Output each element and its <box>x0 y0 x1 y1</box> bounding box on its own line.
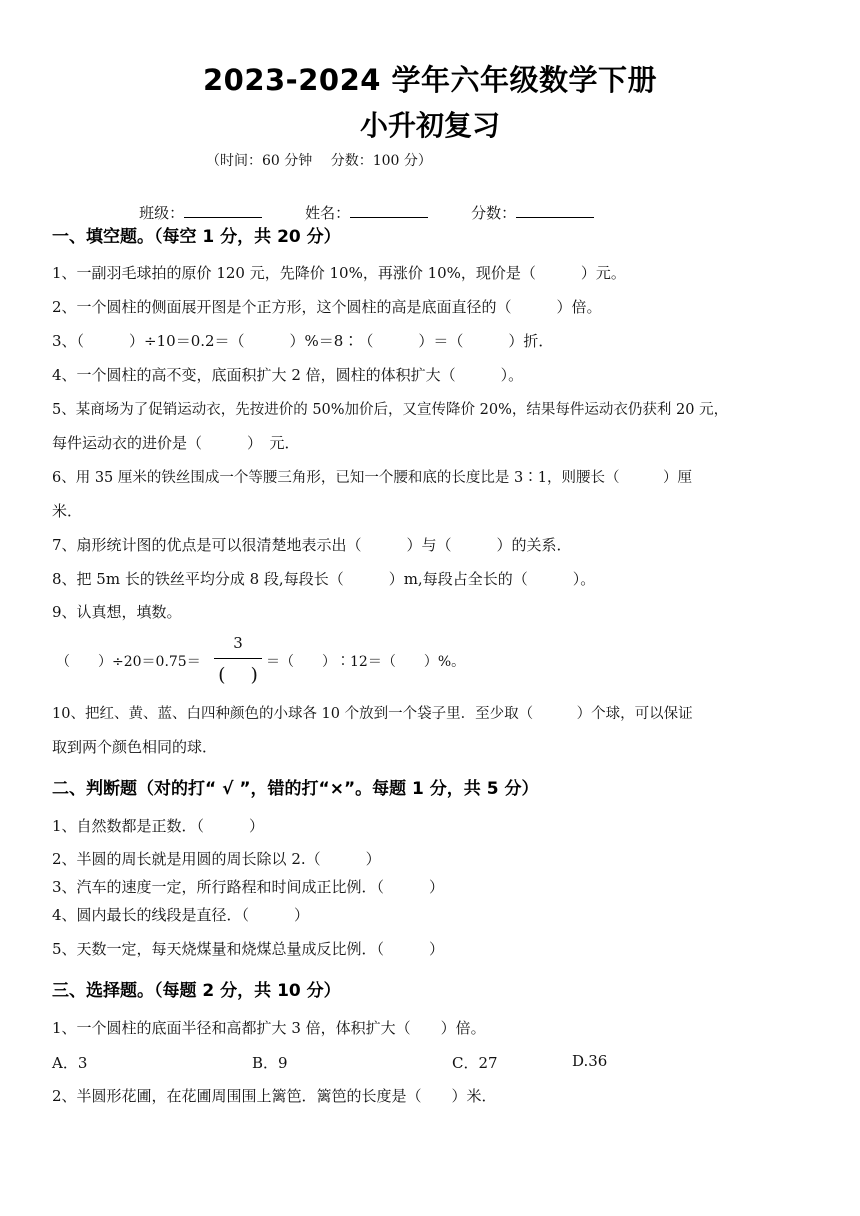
question-3-2: 2、半圆形花圃，在花圃周围围上篱笆．篱笆的长度是（ ）米． <box>52 1087 497 1105</box>
question-1-6-line1: 6、用 35 厘米的铁丝围成一个等腰三角形，已知一个腰和底的长度比是 3∶1，则腰长（ ）厘 <box>52 470 692 486</box>
name-label: 姓名： <box>305 204 351 222</box>
question-1-9-equation-right: ＝（ ）∶12＝（ ）%。 <box>266 654 466 670</box>
question-1-4: 4、一个圆柱的高不变，底面积扩大 2 倍，圆柱的体积扩大（ ）。 <box>52 366 524 384</box>
question-1-5-line1: 5、某商场为了促销运动衣，先按进价的 50%加价后，又宣传降价 20%，结果每件运动衣仍获利 20 元， <box>52 402 729 418</box>
question-2-2: 2、半圆的周长就是用圆的周长除以 2.（ ） <box>52 850 381 868</box>
option-a: A．3 <box>52 1054 88 1072</box>
exam-meta: （时间：60 分钟 分数：100 分） <box>206 153 432 169</box>
question-3-1: 1、一个圆柱的底面半径和高都扩大 3 倍，体积扩大（ ）倍。 <box>52 1019 486 1037</box>
section2-heading: 二、判断题（对的打“ √ ”，错的打“×”。每题 1 分，共 5 分） <box>52 779 539 799</box>
question-1-9-equation-left: （ ）÷20＝0.75＝ <box>56 654 201 670</box>
fraction-denominator: ( ) <box>218 664 258 686</box>
question-1-10-line2: 取到两个颜色相同的球． <box>52 738 218 756</box>
name-blank[interactable] <box>350 203 428 218</box>
option-d: D.36 <box>572 1052 608 1070</box>
question-1-6-line2: 米． <box>52 502 83 520</box>
option-c: C．27 <box>452 1054 498 1072</box>
score-label: 分数： <box>471 204 517 222</box>
option-b: B．9 <box>252 1054 288 1072</box>
class-label: 班级： <box>139 204 185 222</box>
question-2-5: 5、天数一定，每天烧煤量和烧煤总量成反比例．（ ） <box>52 940 445 958</box>
section3-heading: 三、选择题。（每题 2 分，共 10 分） <box>52 981 341 1001</box>
question-1-5-line2: 每件运动衣的进价是（ ） 元． <box>52 434 300 452</box>
score-field <box>452 184 594 241</box>
question-1-7: 7、扇形统计图的优点是可以很清楚地表示出（ ）与（ ）的关系． <box>52 536 572 554</box>
section1-heading: 一、填空题。（每空 1 分，共 20 分） <box>52 227 341 247</box>
question-2-3: 3、汽车的速度一定，所行路程和时间成正比例．（ ） <box>52 878 445 896</box>
fraction-numerator: 3 <box>233 634 243 652</box>
page-subtitle: 小升初复习 <box>359 109 500 142</box>
question-1-8: 8、把 5m 长的铁丝平均分成 8 段,每段长（ ）m,每段占全长的（ ）。 <box>52 570 596 588</box>
question-1-3: 3、（ ）÷10＝0.2＝（ ）%＝8∶（ ）＝（ ）折． <box>52 332 554 350</box>
fraction-bar <box>214 658 262 659</box>
question-1-9-fraction <box>214 634 262 686</box>
page-title: 2023-2024 学年六年级数学下册 <box>202 63 658 97</box>
class-blank[interactable] <box>184 203 262 218</box>
question-1-1: 1、一副羽毛球拍的原价 120 元，先降价 10%，再涨价 10%，现价是（ ）元。 <box>52 264 626 282</box>
question-2-1: 1、自然数都是正数．（ ） <box>52 817 265 835</box>
question-1-9: 9、认真想，填数。 <box>52 603 182 621</box>
score-blank[interactable] <box>516 203 594 218</box>
question-1-10-line1: 10、把红、黄、蓝、白四种颜色的小球各 10 个放到一个袋子里．至少取（ ）个球，可以保证 <box>52 706 693 722</box>
question-1-2: 2、一个圆柱的侧面展开图是个正方形，这个圆柱的高是底面直径的（ ）倍。 <box>52 298 602 316</box>
question-2-4: 4、圆内最长的线段是直径．（ ） <box>52 906 310 924</box>
